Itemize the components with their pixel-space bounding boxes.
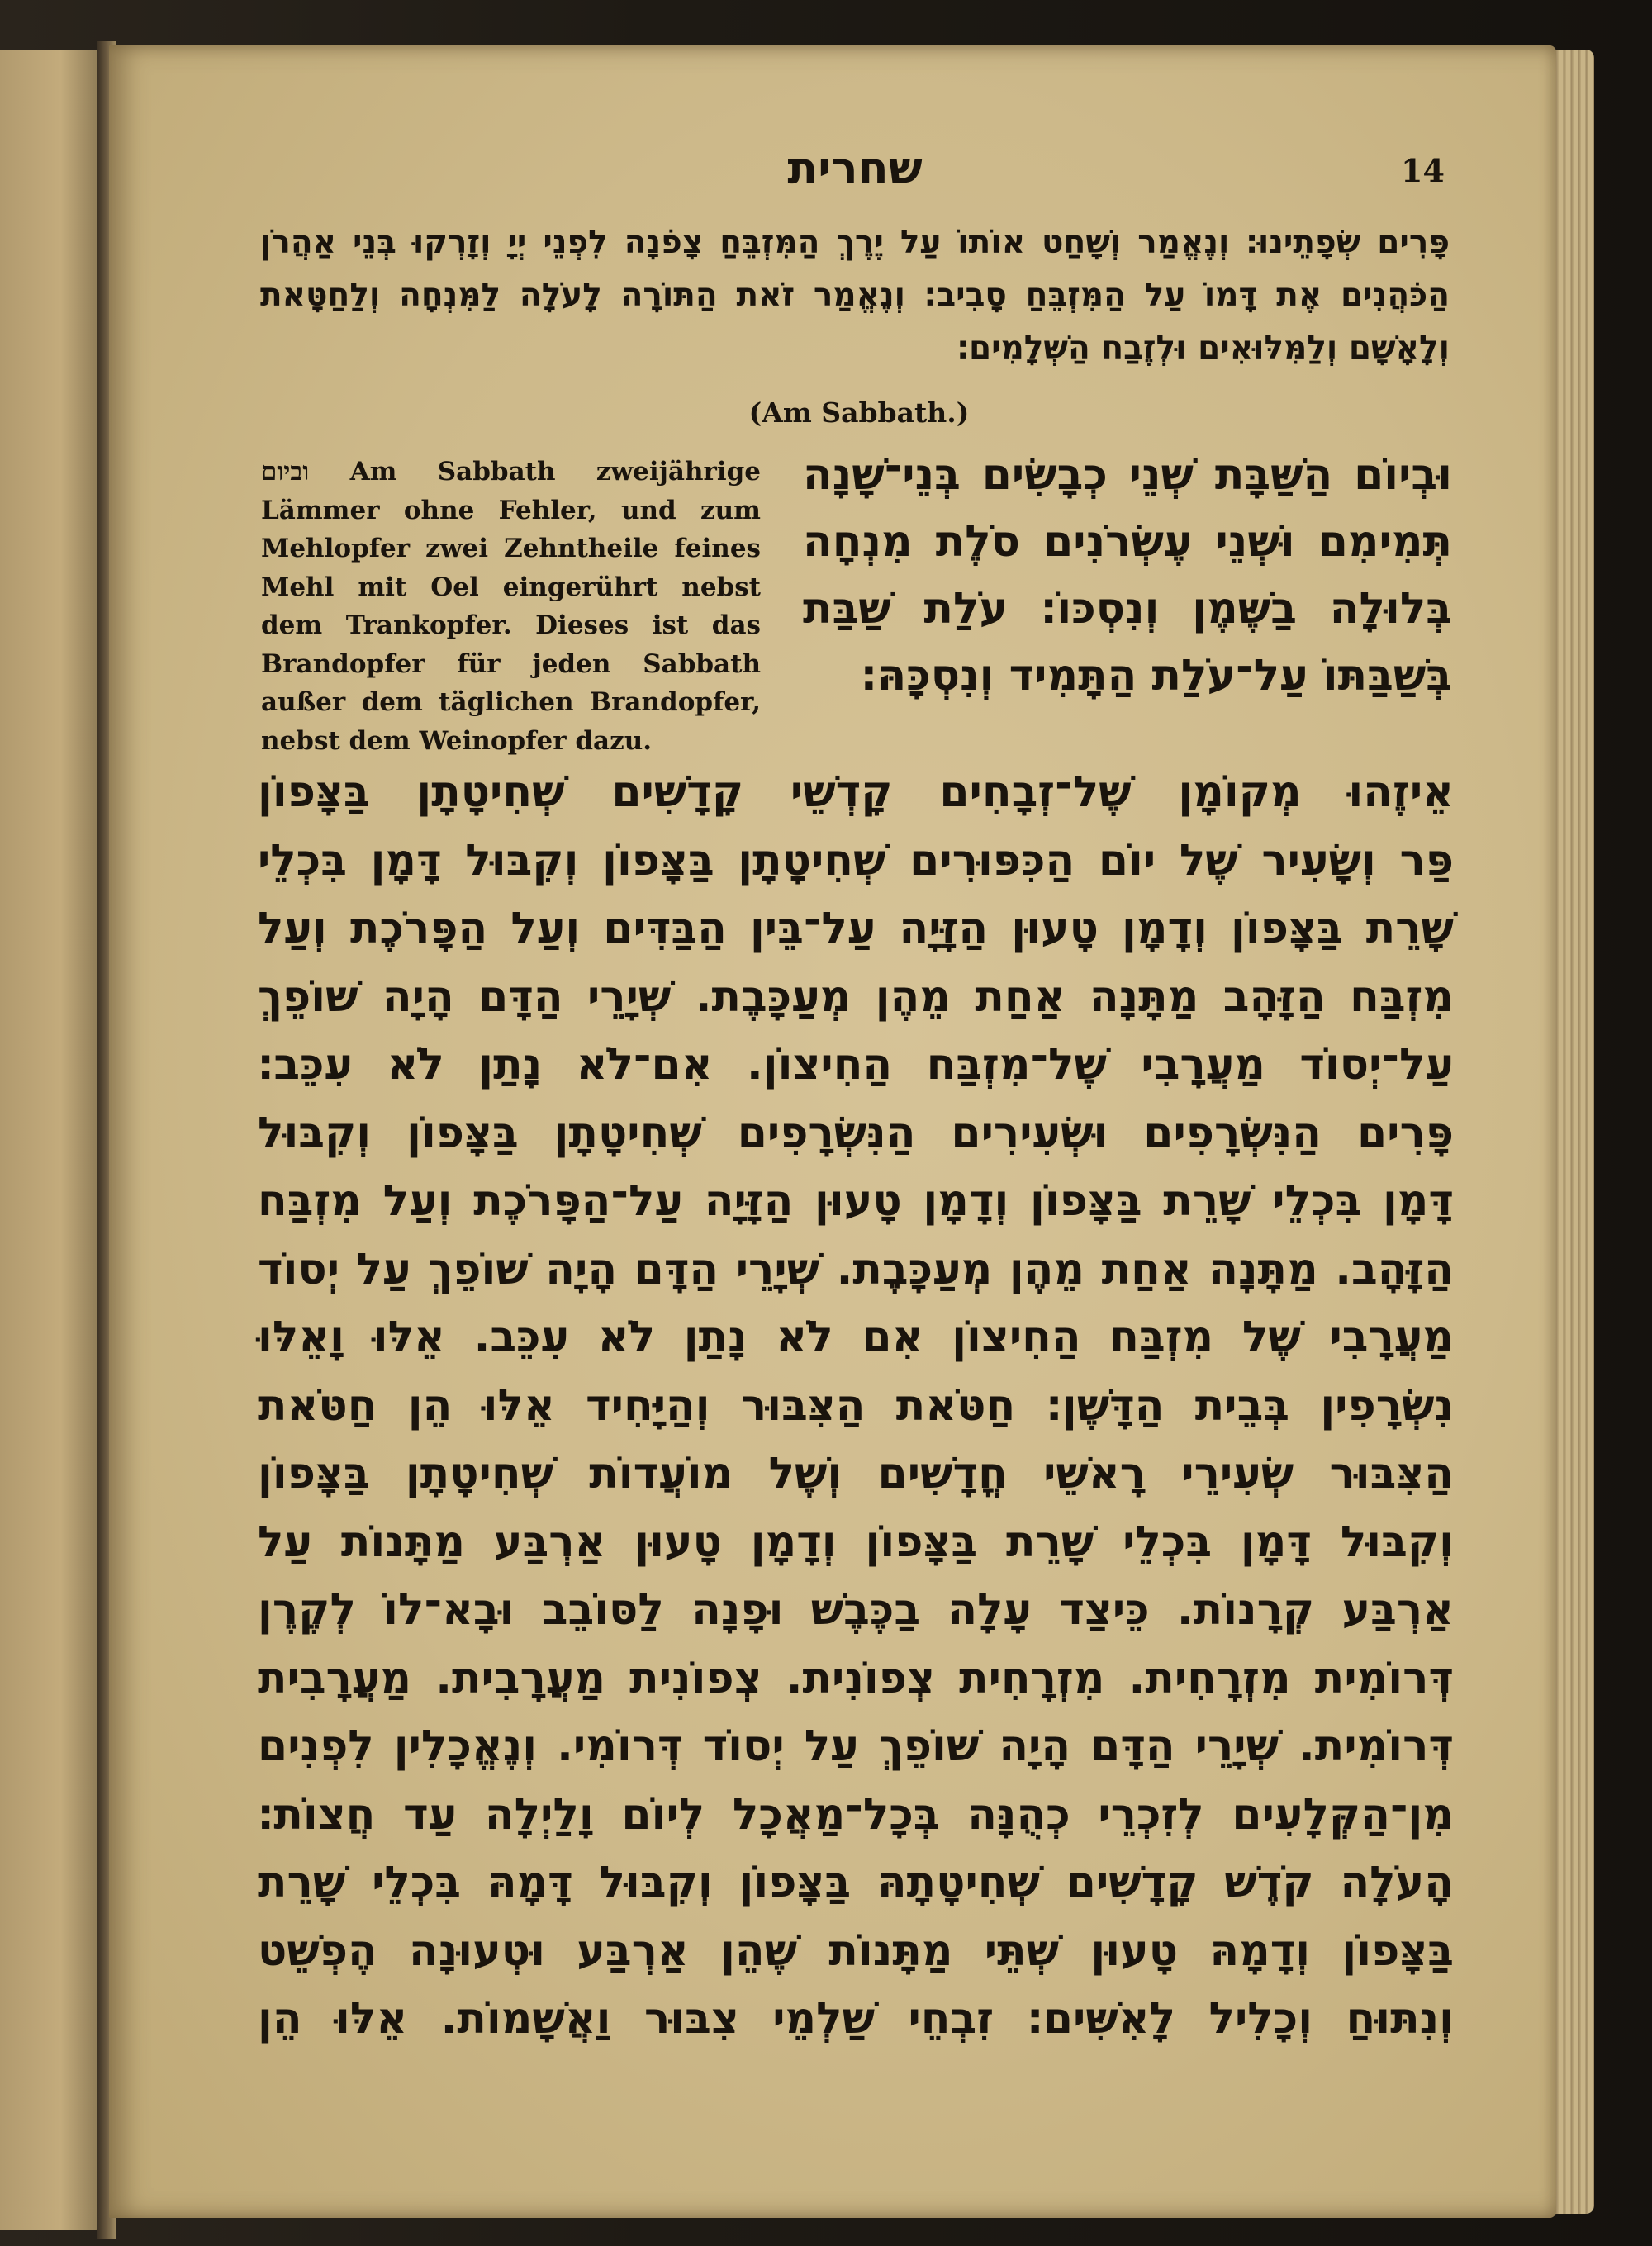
- text-line: וְקִבּוּל דָּמָן בִּכְלֵי שָׁרֵת בַּצָּפוֹן וְדָמָן טָעוּן אַרְבַּע מַתָּנוֹת עַל: [258, 1517, 1454, 1567]
- text-line: שָׁרֵת בַּצָּפוֹן וְדָמָן טָעוּן הַזָּיָה עַל־בֵּין הַבַּדִּים וְעַל הַפָּרֹכֶת וְעַל: [258, 904, 1454, 953]
- text-line: דְּרוֹמִית. שְׁיָרֵי הַדָּם הָיָה שׁוֹפֵךְ עַל יְסוֹד דְּרוֹמִי. וְנֶאֱכָלִין לִפְנִים: [258, 1721, 1454, 1771]
- text-line: מִזְבַּח הַזָּהָב מַתָּנָה אַחַת מֵהֶן מְעַכָּבֶת. שְׁיָרֵי הַדָּם הָיָה שׁוֹפֵךְ: [258, 971, 1454, 1022]
- text-line: פַּר וְשָׂעִיר שֶׁל יוֹם הַכִּפּוּרִים שְׁחִיטָתָן בַּצָּפוֹן וְקִבּוּל דָּמָן בִּכְלֵי: [258, 835, 1454, 886]
- text-line: בַּצָּפוֹן וְדָמָהּ טָעוּן שְׁתֵּי מַתָּנוֹת שֶׁהֵן אַרְבַּע וּטְעוּנָה הֶפְשֵׁט: [258, 1925, 1454, 1976]
- text-line: דָּמָן בִּכְלֵי שָׁרֵת בַּצָּפוֹן וְדָמָן טָעוּן הַזָּיָה עַל־הַפָּרֹכֶת וְעַל מִזְבַּח: [258, 1176, 1454, 1226]
- text-line: הַצִּבּוּר שְׂעִירֵי רָאשֵׁי חֳדָשִׁים וְשֶׁל מוֹעֲדוֹת שְׁחִיטָתָן בַּצָּפוֹן: [258, 1449, 1454, 1498]
- text-line: עַל־יְסוֹד מַעֲרָבִי שֶׁל־מִזְבַּח הַחִיצוֹן. אִם־לֹא נָתַן לֹא עִכֵּב׃: [258, 1040, 1454, 1090]
- text-line: דְּרוֹמִית מִזְרָחִית. מִזְרָחִית צְפוֹנִית. צְפוֹנִית מַעֲרָבִית. מַעֲרָבִית: [258, 1653, 1454, 1703]
- sabbath-caption: (Am Sabbath.): [748, 396, 970, 429]
- text-line: מִן־הַקְּלָעִים לְזִכְרֵי כְהֻנָּה בְּכָל־מַאֲכָל לְיוֹם וָלַיְלָה עַד חֲצוֹת׃: [258, 1789, 1454, 1840]
- text-line: פָּרִים הַנִּשְׂרָפִים וּשְׂעִירִים הַנִּשְׂרָפִים שְׁחִיטָתָן בַּצָּפוֹן וְקִבּוּל: [258, 1108, 1454, 1158]
- main-hebrew-text: [258, 758, 1454, 2054]
- text-line: הָעֹלָה קֹדֶשׁ קָדָשִׁים שְׁחִיטָתָהּ בַּצָּפוֹן וְקִבּוּל דָּמָהּ בִּכְלֵי שָׁרֵת: [258, 1858, 1454, 1907]
- text-line: נִשְׂרָפִין בְּבֵית הַדָּשֶׁן׃ חַטֹּאת הַצִּבּוּר וְהַיָּחִיד אֵלּוּ הֵן חַטֹּאת: [258, 1380, 1454, 1431]
- text-line: הַזָּהָב. מַתָּנָה אַחַת מֵהֶן מְעַכָּבֶת. שְׁיָרֵי הַדָּם הָיָה שׁוֹפֵךְ עַל יְסוֹד: [258, 1244, 1454, 1294]
- top-hebrew-paragraph: פָּרִים שְׂפָתֵינוּ׃ וְנֶאֱמַר וְשָׁחַט אוֹתוֹ עַל יֶרֶךְ הַמִּזְבֵּחַ צָפֹנָה לִפְנֵי יְיָ וְזָרְקוּ בְּנֵי אַהֲרֹן הַכֹּהֲנִים אֶת דָּמוֹ עַל הַמִּזְבֵּחַ סָבִיב׃ וְנֶאֱמַר זֹאת הַתּוֹרָה לָעֹלָה לַמִּנְחָה וְלַחַטָּאת וְלָאָשָׁם וְלַמִּלּוּאִים וּלְזֶבַח הַשְּׁלָמִים׃: [260, 224, 1450, 367]
- german-translation-note: וביום Am Sabbath zweijährige Lämmer ohne Fehler, und zum Mehlopfer zwei Zehntheile feines Mehl mit Oel eingerührt nebst dem Trankopfer. Dieses ist das Brandopfer für jeden Sabbath außer dem täglichen Brandopfer, nebst dem Weinopfer dazu.: [261, 457, 761, 756]
- sabbath-hebrew-paragraph: וּבְיוֹם הַשַּׁבָּת שְׁנֵי כְבָשִׂים בְּנֵי־שָׁנָה תְּמִימִם וּשְׁנֵי עֶשְׂרֹנִים סֹלֶת מִנְחָה בְּלוּלָה בַשֶּׁמֶן וְנִסְכּוֹ׃ עֹלַת שַׁבַּת בְּשַׁבַּתּוֹ עַל־עֹלַת הַתָּמִיד וְנִסְכָּהּ׃: [803, 450, 1452, 700]
- text-line: אַרְבַּע קְרָנוֹת. כֵּיצַד עָלָה בַכֶּבֶשׁ וּפָנָה לַסּוֹבֵב וּבָא־לוֹ לְקֶרֶן: [258, 1585, 1454, 1635]
- text-line: וְנִתּוּחַ וְכָלִיל לָאִשִּׁים׃ זִבְחֵי שַׁלְמֵי צִבּוּר וַאֲשָׁמוֹת. אֵלּוּ הֵן: [258, 1994, 1454, 2044]
- facing-page-edge: [0, 50, 101, 2230]
- page-running-title: שחרית: [787, 142, 923, 194]
- page-number: 14: [1401, 152, 1445, 189]
- text-line: אֵיזֶהוּ מְקוֹמָן שֶׁל־זְבָחִים קָדְשֵׁי קָדָשִׁים שְׁחִיטָתָן בַּצָּפוֹן: [258, 767, 1454, 817]
- text-line: מַעֲרָבִי שֶׁל מִזְבַּח הַחִיצוֹן אִם לֹא נָתַן לֹא עִכֵּב. אֵלּוּ וָאֵלּוּ: [258, 1313, 1454, 1362]
